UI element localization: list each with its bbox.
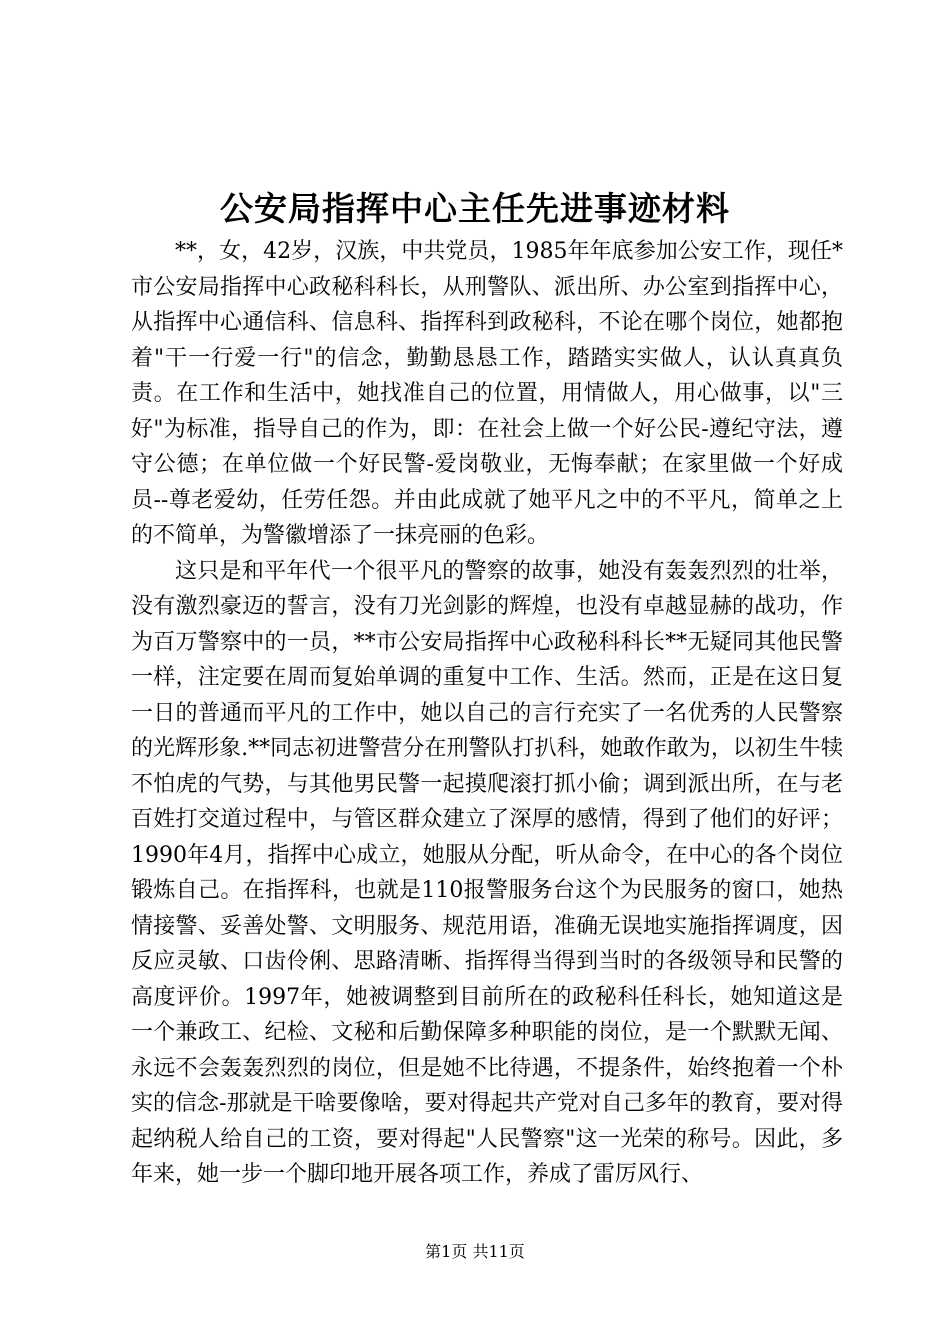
document-body: [131, 234, 843, 1193]
paragraph-2: 这只是和平年代一个很平凡的警察的故事，她没有轰轰烈烈的壮举，没有激烈豪迈的誓言，没有刀光剑影的辉煌，也没有卓越显赫的战功，作为百万警察中的一员，**市公安局指挥中心政秘科科长**无疑同其他民警一样，注定要在周而复始单调的重复中工作、生活。然而，正是在这日复一日的普通而平凡的工作中，她以自己的言行充实了一名优秀的人民警察的光辉形象.**同志初进警营分在刑警队打扒科，她敢作敢为，以初生牛犊不怕虎的气势，与其他男民警一起摸爬滚打抓小偷；调到派出所，在与老百姓打交道过程中，与管区群众建立了深厚的感情，得到了他们的好评；1990年4月，指挥中心成立，她服从分配，听从命令，在中心的各个岗位锻炼自己。在指挥科，也就是110报警服务台这个为民服务的窗口，她热情接警、妥善处警、文明服务、规范用语，准确无误地实施指挥调度，因反应灵敏、口齿伶俐、思路清晰、指挥得当得到当时的各级领导和民警的高度评价。1997年，她被调整到目前所在的政秘科任科长，她知道这是一个兼政工、纪检、文秘和后勤保障多种职能的岗位，是一个默默无闻、永远不会轰轰烈烈的岗位，但是她不比待遇，不提条件，始终抱着一个朴实的信念-那就是干啥要像啥，要对得起共产党对自己多年的教育，要对得起纳税人给自己的工资，要对得起"人民警察"这一光荣的称号。因此，多年来，她一步一个脚印地开展各项工作，养成了雷厉风行、: [131, 558, 843, 1187]
paragraph-1: **，女，42岁，汉族，中共党员，1985年年底参加公安工作，现任*市公安局指挥中心政秘科科长，从刑警队、派出所、办公室到指挥中心，从指挥中心通信科、信息科、指挥科到政秘科，不论在哪个岗位，她都抱着"干一行爱一行"的信念，勤勤恳恳工作，踏踏实实做人，认认真真负责。在工作和生活中，她找准自己的位置，用情做人，用心做事，以"三好"为标准，指导自己的作为，即：在社会上做一个好公民-遵纪守法，遵守公德；在单位做一个好民警-爱岗敬业，无悔奉献；在家里做一个好成员--尊老爱幼，任劳任怨。并由此成就了她平凡之中的不平凡，简单之上的不简单，为警徽增添了一抹亮丽的色彩。: [131, 239, 843, 548]
page-number: 第1页 共11页: [425, 1242, 525, 1261]
document-title: 公安局指挥中心主任先进事迹材料: [220, 189, 730, 228]
